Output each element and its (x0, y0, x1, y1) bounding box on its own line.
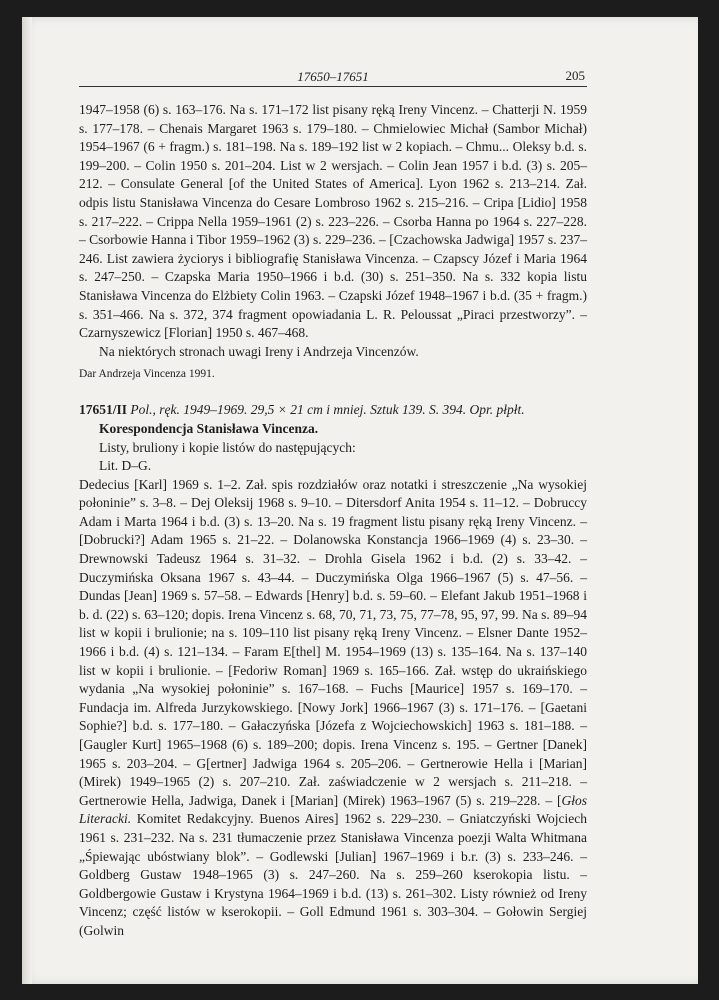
page-gutter-shadow (22, 17, 32, 984)
provenance-note: Dar Andrzeja Vincenza 1991. (79, 368, 215, 381)
entry-body-part2: Komitet Redakcyjny. Buenos Aires] 1962 s. 229–230. – Gniatczyński Wojciech 1961 s. 231–232. Na s. 231 tłumaczenie przez Stanisława Vincenza poezji Walta Whitmana „Śpiewając ubóstwiany blok”. – Godlewski [Julian] 1967–1969 i b.r. (3) s. 233–246. – Goldberg Gustaw 1948–1965 (3) s. 247–260. Na s. 259–260 kserokopia listu. – Goldbergowie Gustaw i Krystyna 1964–1969 i b.d. (13) s. 261–302. Listy również od Ireny Vincenz; część listów w kserokopii. – Goll Edmund 1961 s. 303–304. – Gołowin Sergiej (Golwin (79, 811, 587, 938)
entry-number: 17651/II (79, 402, 128, 418)
entry-body (79, 476, 587, 941)
page-number: 205 (565, 68, 585, 83)
continuation-paragraph: 1947–1958 (6) s. 163–176. Na s. 171–172 list pisany ręką Ireny Vincenz. – Chatterji N. 1959 s. 177–178. – Chenais Margaret 1963 s. 179–180. – Chmielowiec Michał (Sambor Michał) 1954–1967 (6 + fragm.) s. 181–198. Na s. 189–192 list w 2 kopiach. – Chmu... Oleksy b.d. s. 199–200. – Colin 1950 s. 201–204. List w 2 wersjach. – Colin Jean 1957 i b.d. (3) s. 205–212. – Consulate General [of the United States of America]. Lyon 1962 s. 213–214. Zał. odpis listu Stanisława Vincenza do Cesare Lombroso 1962 s. 215–216. – Cripa [Lidio] 1958 s. 217–222. – Crippa Nella 1959–1961 (2) s. 223–226. – Csorba Hanna po 1964 s. 227–228. – Csorbowie Hanna i Tibor 1959–1962 (3) s. 229–236. – [Czachowska Jadwiga] 1957 s. 237–246. List zawiera życiorys i bibliografię Stanisława Vincenza. – Czapscy Józef i Maria 1964 s. 247–250. – Czapska Maria 1950–1966 i b.d. (30) s. 251–350. Na s. 332 kopia listu Stanisława Vincenza do Elżbiety Colin 1963. – Czapski Józef 1948–1967 i b.d. (35 + fragm.) s. 351–466. Na s. 372, 374 fragment opowiadania L. R. Peloussat „Piraci przestworzy”. – Czarnyszewicz [Florian] 1950 s. 467–468. (79, 102, 587, 341)
entry-title: Korespondencja Stanisława Vincenza. (99, 420, 319, 436)
running-title: 17650–17651 (297, 69, 369, 84)
running-header (79, 68, 587, 87)
entry-heading (79, 401, 587, 420)
entry-body-italic: Głos Literacki. (79, 792, 587, 827)
entry-scope: Listy, bruliony i kopie listów do następujących: (99, 439, 356, 455)
entry-body-part1: Dedecius [Karl] 1969 s. 1–2. Zał. spis rozdziałów oraz notatki i streszczenie „Na wysokiej połoninie” s. 3–8. – Dej Oleksij 1968 s. 9–10. – Ditersdorf Anita 1954 s. 11–12. – Dobruccy Adam i Marta 1964 i b.d. (3) s. 13–20. Na s. 19 fragment listu pisany ręką Ireny Vincenz. – [Dobrucki?] Adam 1965 s. 21–22. – Dolanowska Konstancja 1966–1969 (4) s. 23–30. – Drewnowski Tadeusz 1964 s. 31–32. – Drohla Gisela 1962 i b.d. (2) s. 33–42. – Duczymińska Oksana 1967 s. 43–44. – Duczymińska Olga 1966–1967 (5) s. 47–56. – Dundas [Jean] 1969 s. 57–58. – Edwards [Henry] b.d. s. 59–60. – Elefant Jakub 1951–1968 i b. d. (22) s. 63–120; dopis. Irena Vincenz s. 68, 70, 71, 73, 75, 77–78, 95, 97, 99. Na s. 89–94 list w kopii i brulionie; na s. 109–110 list pisany ręką Ireny Vincenz. – Elsner Dante 1952–1966 i b.d. (4) s. 121–134. – Faram E[thel] M. 1954–1969 (13) s. 135–164. Na s. 137–140 list w kopii i brulionie. – [Fedoriw Roman] 1969 s. 165–166. Zał. wstęp do ukraińskiego wydania „Na wysokiej połoninie” s. 167–168. – Fuchs [Maurice] 1957 s. 169–170. – Fundacja im. Alfreda Jurzykowskiego. [Nowy Jork] 1966–1967 (3) s. 171–176. – [Gaetani Sophie?] b.d. s. 177–180. – Gałaczyńska [Józefa z Wojciechowskich] 1963 s. 181–188. – [Gaugler Kurt] 1965–1968 (6) s. 189–200; dopis. Irena Vincenz s. 195. – Gertner [Danek] 1965 s. 203–204. – G[ertner] Jadwiga 1964 s. 205–206. – Gertnerowie Hella i [Marian] (Mirek) 1949–1965 (2) s. 207–210. Zał. zaświadczenie w 2 wersjach s. 211–218. – Gertnerowie Hella, Jadwiga, Danek i [Marian] (Mirek) 1963–1967 (5) s. 219–228. – [ (79, 476, 587, 808)
entry-description: Pol., ręk. 1949–1969. 29,5 × 21 cm i mniej. Sztuk 139. S. 394. Opr. płpłt. (130, 402, 525, 418)
entry-range: Lit. D–G. (99, 458, 152, 474)
note-line: Na niektórych stronach uwagi Ireny i Andrzeja Vincenzów. (99, 343, 419, 359)
page-body (79, 101, 587, 941)
